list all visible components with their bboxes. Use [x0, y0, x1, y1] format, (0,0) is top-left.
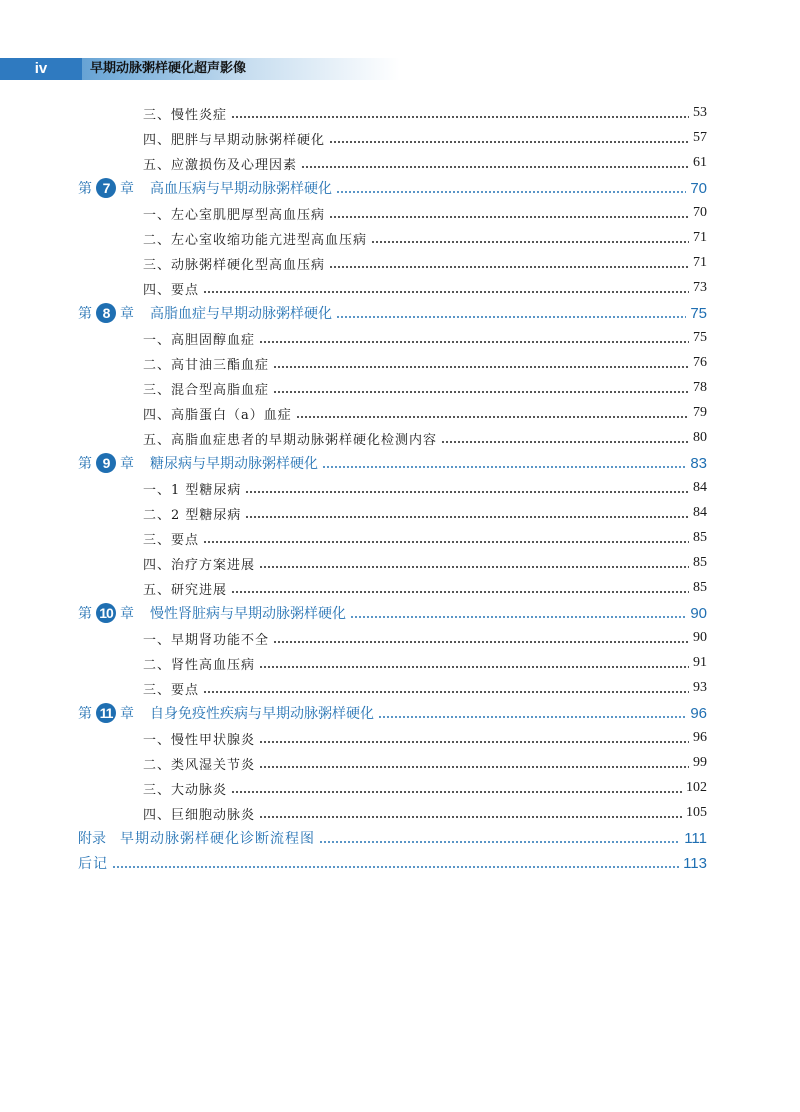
dot-leader [259, 666, 689, 668]
toc-page-number: 84 [693, 505, 707, 520]
chapter-number-badge: 8 [96, 303, 116, 323]
toc-section-entry[interactable] [143, 777, 707, 799]
toc-entry-title: 糖尿病与早期动脉粥样硬化 [150, 456, 318, 472]
dot-leader [245, 516, 689, 518]
chapter-prefix: 第 [78, 456, 92, 472]
toc-entry-title: 五、应激损伤及心理因素 [143, 157, 298, 173]
dot-leader [319, 841, 680, 843]
toc-page-number: 71 [693, 230, 707, 245]
toc-page-number: 90 [690, 604, 707, 622]
dot-leader [203, 541, 689, 543]
toc-page-number: 93 [693, 680, 707, 695]
dot-leader [296, 416, 689, 418]
toc-section-entry[interactable] [143, 627, 707, 649]
dot-leader [329, 266, 689, 268]
dot-leader [203, 691, 689, 693]
toc-entry-title: 自身免疫性疾病与早期动脉粥样硬化 [150, 706, 374, 722]
toc-entry-title: 二、左心室收缩功能亢进型高血压病 [143, 232, 368, 248]
toc-entry-title: 一、左心室肌肥厚型高血压病 [143, 207, 326, 223]
dot-leader [301, 166, 689, 168]
toc-page-number: 73 [693, 280, 707, 295]
appendix-prefix: 附录 [78, 831, 106, 847]
chapter-number-badge: 11 [96, 703, 116, 723]
toc-section-entry[interactable] [143, 352, 707, 374]
toc-page-number: 71 [693, 255, 707, 270]
chapter-number-badge: 7 [96, 178, 116, 198]
dot-leader [350, 616, 686, 618]
toc-page-number: 84 [693, 480, 707, 495]
dot-leader [378, 716, 686, 718]
chapter-prefix: 第 [78, 306, 92, 322]
dot-leader [112, 866, 679, 868]
dot-leader [231, 591, 689, 593]
toc-section-entry[interactable] [143, 527, 707, 549]
toc-page-number: 78 [693, 380, 707, 395]
toc-chapter-entry[interactable] [78, 302, 707, 324]
toc-page-number: 80 [693, 430, 707, 445]
chapter-suffix: 章 [120, 706, 134, 722]
toc-entry-title: 一、高胆固醇血症 [143, 332, 256, 348]
toc-section-entry[interactable] [143, 652, 707, 674]
dot-leader [336, 191, 686, 193]
chapter-prefix: 第 [78, 706, 92, 722]
toc-page-number: 111 [684, 829, 707, 847]
toc-section-entry[interactable] [143, 552, 707, 574]
chapter-number-badge: 10 [96, 603, 116, 623]
toc-page-number: 53 [693, 105, 707, 120]
toc-section-entry[interactable] [143, 127, 707, 149]
toc-section-entry[interactable] [143, 577, 707, 599]
dot-leader [245, 491, 689, 493]
toc-entry-title: 一、慢性甲状腺炎 [143, 732, 256, 748]
toc-page-number: 75 [693, 330, 707, 345]
toc-page-number: 96 [690, 704, 707, 722]
toc-entry-title: 五、研究进展 [143, 582, 228, 598]
toc-page-number: 102 [686, 780, 707, 795]
toc-entry-title: 二、肾性高血压病 [143, 657, 256, 673]
toc-entry-title: 高血压病与早期动脉粥样硬化 [150, 181, 332, 197]
toc-entry-title: 慢性肾脏病与早期动脉粥样硬化 [150, 606, 346, 622]
dot-leader [273, 641, 689, 643]
chapter-suffix: 章 [120, 456, 134, 472]
toc-section-entry[interactable] [143, 277, 707, 299]
toc-entry-title: 一、1 型糖尿病 [143, 482, 242, 498]
dot-leader [273, 391, 689, 393]
toc-entry-title: 一、早期肾功能不全 [143, 632, 270, 648]
toc-entry-title: 二、类风湿关节炎 [143, 757, 256, 773]
dot-leader [259, 341, 689, 343]
toc-entry-title: 三、要点 [143, 532, 200, 548]
dot-leader [259, 566, 689, 568]
dot-leader [231, 791, 682, 793]
toc-section-entry[interactable] [143, 402, 707, 424]
toc-page-number: 75 [690, 304, 707, 322]
toc-page-number: 76 [693, 355, 707, 370]
toc-section-entry[interactable] [143, 202, 707, 224]
toc-page-number: 90 [693, 630, 707, 645]
toc-section-entry[interactable] [143, 227, 707, 249]
chapter-suffix: 章 [120, 606, 134, 622]
toc-page-number: 113 [683, 854, 707, 872]
toc-entry-title: 四、高脂蛋白（a）血症 [143, 407, 292, 423]
toc-section-entry[interactable] [143, 427, 707, 449]
chapter-number-badge: 9 [96, 453, 116, 473]
dot-leader [336, 316, 686, 318]
toc-chapter-entry[interactable] [78, 602, 707, 624]
dot-leader [371, 241, 689, 243]
toc-section-entry[interactable] [143, 802, 707, 824]
header-page-number: iv [0, 58, 82, 80]
toc-entry-title: 早期动脉粥样硬化诊断流程图 [120, 831, 315, 847]
toc-entry-title: 五、高脂血症患者的早期动脉粥样硬化检测内容 [143, 432, 438, 448]
toc-entry-title: 二、2 型糖尿病 [143, 507, 242, 523]
toc-section-entry[interactable] [143, 502, 707, 524]
chapter-prefix: 第 [78, 181, 92, 197]
toc-page-number: 96 [693, 730, 707, 745]
toc-chapter-entry[interactable] [78, 452, 707, 474]
toc-page-number: 79 [693, 405, 707, 420]
toc-section-entry[interactable] [143, 752, 707, 774]
chapter-suffix: 章 [120, 181, 134, 197]
toc-section-entry[interactable] [143, 727, 707, 749]
toc-section-entry[interactable] [143, 677, 707, 699]
chapter-prefix: 第 [78, 606, 92, 622]
dot-leader [259, 741, 689, 743]
toc-page-number: 70 [690, 179, 707, 197]
toc-entry-title: 三、混合型高脂血症 [143, 382, 270, 398]
dot-leader [441, 441, 689, 443]
toc-page-number: 85 [693, 530, 707, 545]
toc-page-number: 105 [686, 805, 707, 820]
toc-entry-title: 高脂血症与早期动脉粥样硬化 [150, 306, 332, 322]
toc-section-entry[interactable] [143, 102, 707, 124]
toc-section-entry[interactable] [143, 477, 707, 499]
dot-leader [259, 816, 682, 818]
toc-section-entry[interactable] [143, 152, 707, 174]
toc-page-number: 85 [693, 580, 707, 595]
dot-leader [329, 216, 689, 218]
toc-entry-title: 四、要点 [143, 282, 200, 298]
dot-leader [231, 116, 689, 118]
dot-leader [329, 141, 689, 143]
toc-section-entry[interactable] [143, 327, 707, 349]
toc-entry-title: 三、要点 [143, 682, 200, 698]
toc-appendix-entry[interactable] [78, 852, 707, 874]
toc-page-number: 70 [693, 205, 707, 220]
toc-section-entry[interactable] [143, 252, 707, 274]
toc-chapter-entry[interactable] [78, 702, 707, 724]
dot-leader [322, 466, 686, 468]
toc-page-number: 57 [693, 130, 707, 145]
toc-page-number: 85 [693, 555, 707, 570]
toc-page-number: 61 [693, 155, 707, 170]
toc-page-number: 83 [690, 454, 707, 472]
dot-leader [259, 766, 689, 768]
toc-appendix-entry[interactable] [78, 827, 707, 849]
toc-page-number: 91 [693, 655, 707, 670]
toc-chapter-entry[interactable] [78, 177, 707, 199]
chapter-suffix: 章 [120, 306, 134, 322]
dot-leader [273, 366, 689, 368]
toc-page-number: 99 [693, 755, 707, 770]
toc-section-entry[interactable] [143, 377, 707, 399]
dot-leader [203, 291, 689, 293]
header-book-title: 早期动脉粥样硬化超声影像 [90, 61, 247, 76]
toc-entry-title: 四、治疗方案进展 [143, 557, 256, 573]
toc-entry-title: 三、动脉粥样硬化型高血压病 [143, 257, 326, 273]
toc-entry-title: 三、慢性炎症 [143, 107, 228, 123]
toc-entry-title: 后记 [78, 856, 108, 872]
toc-entry-title: 四、肥胖与早期动脉粥样硬化 [143, 132, 326, 148]
toc-entry-title: 三、大动脉炎 [143, 782, 228, 798]
toc-entry-title: 二、高甘油三酯血症 [143, 357, 270, 373]
toc-entry-title: 四、巨细胞动脉炎 [143, 807, 256, 823]
